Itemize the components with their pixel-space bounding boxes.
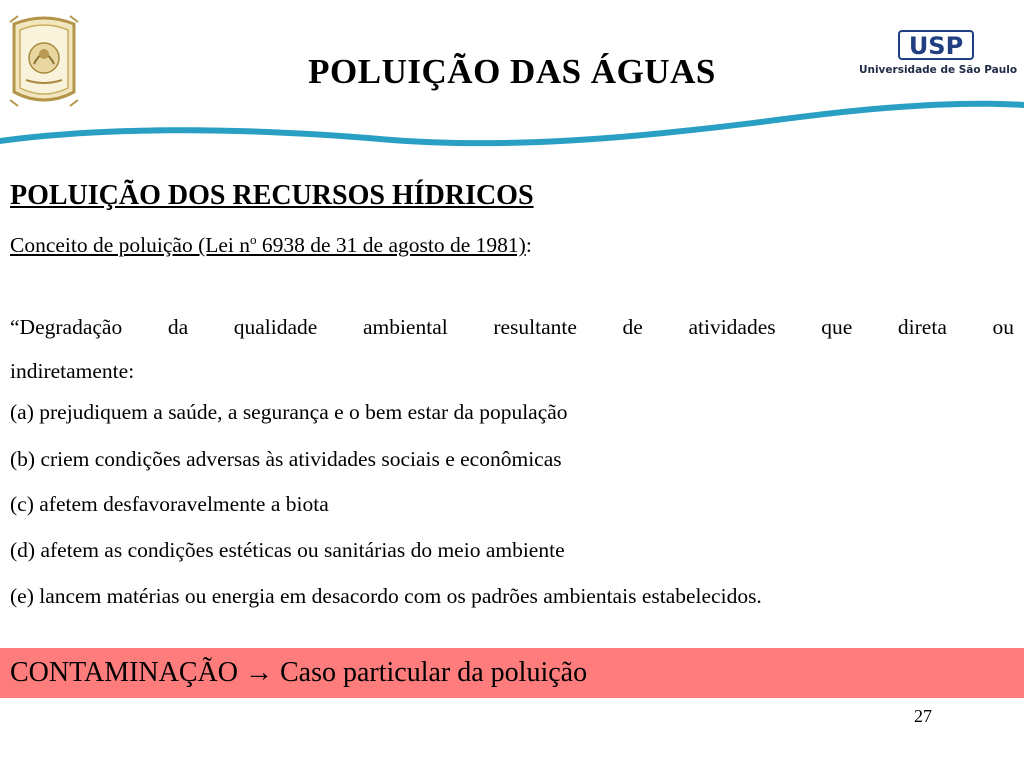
list-item: (a) prejudiquem a saúde, a segurança e o bem estar da população (10, 400, 568, 424)
list-item: (b) criem condições adversas às atividades sociais e econômicas (10, 447, 562, 471)
concept-suffix: 6938 de 31 de agosto de 1981) (256, 233, 526, 258)
usp-logo-text: USP (908, 32, 964, 60)
concept-colon: : (525, 233, 532, 258)
concept-prefix: Conceito de poluição (Lei n (10, 233, 251, 258)
list-item: (d) afetem as condições estéticas ou sanitárias do meio ambiente (10, 538, 565, 562)
usp-subtitle: Universidade de São Paulo (858, 64, 1018, 76)
list-item: (e) lancem matérias ou energia em desacordo com os padrões ambientais estabelecidos. (10, 584, 762, 608)
list-item: (c) afetem desfavoravelmente a biota (10, 492, 329, 516)
usp-logo-icon (898, 30, 974, 60)
page-title: POLUIÇÃO DAS ÁGUAS (308, 52, 716, 91)
concept-line (10, 232, 532, 258)
concept-superscript: o (250, 232, 257, 247)
header-wave-divider (0, 92, 1024, 152)
definition-quote (10, 305, 1014, 393)
banner-text: CONTAMINAÇÃO → Caso particular da poluição (10, 657, 588, 688)
quote-line-2: indiretamente: (10, 359, 135, 383)
page-number: 27 (914, 706, 932, 726)
concept-law-reference (10, 233, 526, 257)
quote-line-1: “Degradação da qualidade ambiental resultante de atividades que direta ou (10, 315, 1014, 339)
section-heading: POLUIÇÃO DOS RECURSOS HÍDRICOS (10, 180, 534, 211)
